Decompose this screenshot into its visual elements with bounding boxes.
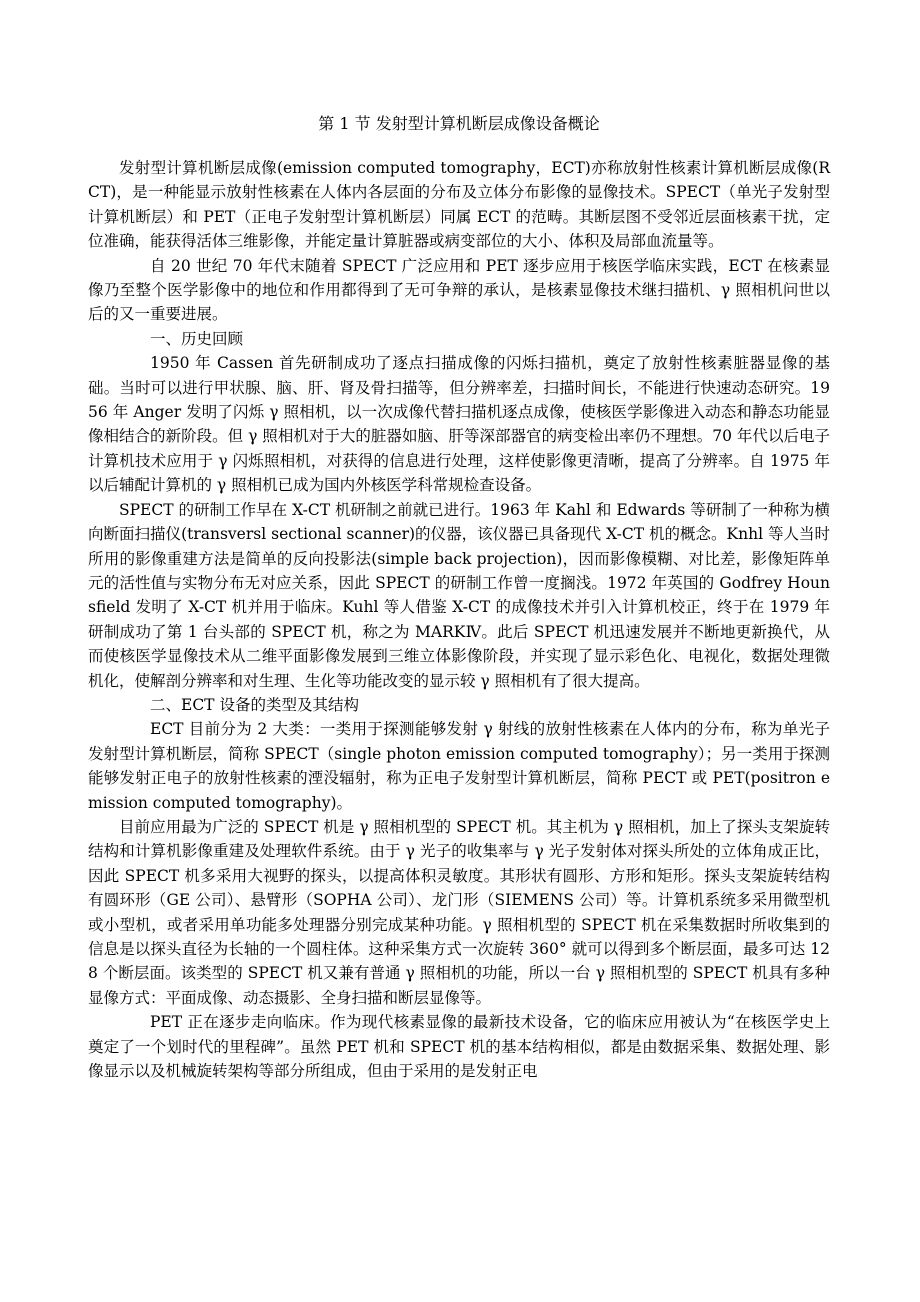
paragraph-ect-classes: ECT 目前分为 2 大类：一类用于探测能够发射 γ 射线的放射性核素在人体内的分布，称为单光子发射型计算机断层，简称 SPECT（single photon emission computed tomography）；另一类用于探测能够发射正电子的放射性核素的湮没辐射，称为正电子发射型计算机断层，简称 PECT 或 PET(positron emission computed tomography)。 bbox=[88, 720, 830, 812]
paragraph-development: 自 20 世纪 70 年代末随着 SPECT 广泛应用和 PET 逐步应用于核医学临床实践，ECT 在核素显像乃至整个医学影像中的地位和作用都得到了无可争辩的承认，是核素显像技术继扫描机、γ 照相机问世以后的又一重要进展。 bbox=[88, 256, 830, 324]
paragraph-spect-history: SPECT 的研制工作早在 X-CT 机研制之前就已进行。1963 年 Kahl 和 Edwards 等研制了一种称为横向断面扫描仪(transversl sectional scanner)的仪器，该仪器已具备现代 X-CT 机的概念。Knhl 等人当时所用的影像重建方法是简单的反向投影法(simple back projection)，因而影像模糊、对比差，影像矩阵单元的活性值与实物分布无对应关系，因此 SPECT 的研制工作曾一度搁浅。1972 年英国的 Godfrey Hounsfield 发明了 X-CT 机并用于临床。Kuhl 等人借鉴 X-CT 的成像技术并引入计算机校正，终于在 1979 年研制成功了第 1 台头部的 SPECT 机，称之为 MARKⅣ。此后 SPECT 机迅速发展并不断地更新换代，从而使核医学显像技术从二维平面影像发展到三维立体影像阶段，并实现了显示彩色化、电视化，数据处理微机化，使解剖分辨率和对生理、生化等功能改变的显示较 γ 照相机有了很大提高。 bbox=[88, 500, 830, 690]
paragraph-pet: PET 正在逐步走向临床。作为现代核素显像的最新技术设备，它的临床应用被认为“在核医学史上奠定了一个划时代的里程碑”。虽然 PET 机和 SPECT 机的基本结构相似，都是由数据采集、数据处理、影像显示以及机械旋转架构等部分所组成，但由于采用的是发射正电 bbox=[88, 1013, 830, 1081]
paragraph-intro: 发射型计算机断层成像(emission computed tomography，ECT)亦称放射性核素计算机断层成像(RCT)，是一种能显示放射性核素在人体内各层面的分布及立体分布影像的显像技术。SPECT（单光子发射型计算机断层）和 PET（正电子发射型计算机断层）同属 ECT 的范畴。其断层图不受邻近层面核素干扰，定位准确，能获得活体三维影像，并能定量计算脏器或病变部位的大小、体积及局部血流量等。 bbox=[88, 159, 830, 251]
heading-ect-types: 二、ECT 设备的类型及其结构 bbox=[150, 695, 359, 714]
paragraph-history-1950: 1950 年 Cassen 首先研制成功了逐点扫描成像的闪烁扫描机，奠定了放射性核素脏器显像的基础。当时可以进行甲状腺、脑、肝、肾及骨扫描等，但分辨率差，扫描时间长，不能进行快速动态研究。1956 年 Anger 发明了闪烁 γ 照相机，以一次成像代替扫描机逐点成像，使核医学影像进入动态和静态功能显像相结合的新阶段。但 γ 照相机对于大的脏器如脑、肝等深部器官的病变检出率仍不理想。70 年代以后电子计算机技术应用于 γ 闪烁照相机，对获得的信息进行处理，这样使影像更清晰，提高了分辨率。自 1975 年以后辅配计算机的 γ 照相机已成为国内外核医学科常规检查设备。 bbox=[88, 354, 830, 495]
document-page bbox=[88, 112, 830, 1083]
paragraph-spect-structure: 目前应用最为广泛的 SPECT 机是 γ 照相机型的 SPECT 机。其主机为 γ 照相机，加上了探头支架旋转结构和计算机影像重建及处理软件系统。由于 γ 光子的收集率与 γ 光子发射体对探头所处的立体角成正比，因此 SPECT 机多采用大视野的探头，以提高体积灵敏度。其形状有圆形、方形和矩形。探头支架旋转结构有圆环形（GE 公司）、悬臂形（SOPHA 公司）、龙门形（SIEMENS 公司）等。计算机系统多采用微型机或小型机，或者采用单功能多处理器分别完成某种功能。γ 照相机型的 SPECT 机在采集数据时所收集到的信息是以探头直径为长轴的一个圆柱体。这种采集方式一次旋转 360° 就可以得到多个断层面，最多可达 128 个断层面。该类型的 SPECT 机又兼有普通 γ 照相机的功能，所以一台 γ 照相机型的 SPECT 机具有多种显像方式：平面成像、动态摄影、全身扫描和断层显像等。 bbox=[88, 817, 830, 1007]
heading-history: 一、历史回顾 bbox=[150, 329, 244, 348]
section-title: 第 1 节 发射型计算机断层成像设备概论 bbox=[318, 114, 600, 133]
